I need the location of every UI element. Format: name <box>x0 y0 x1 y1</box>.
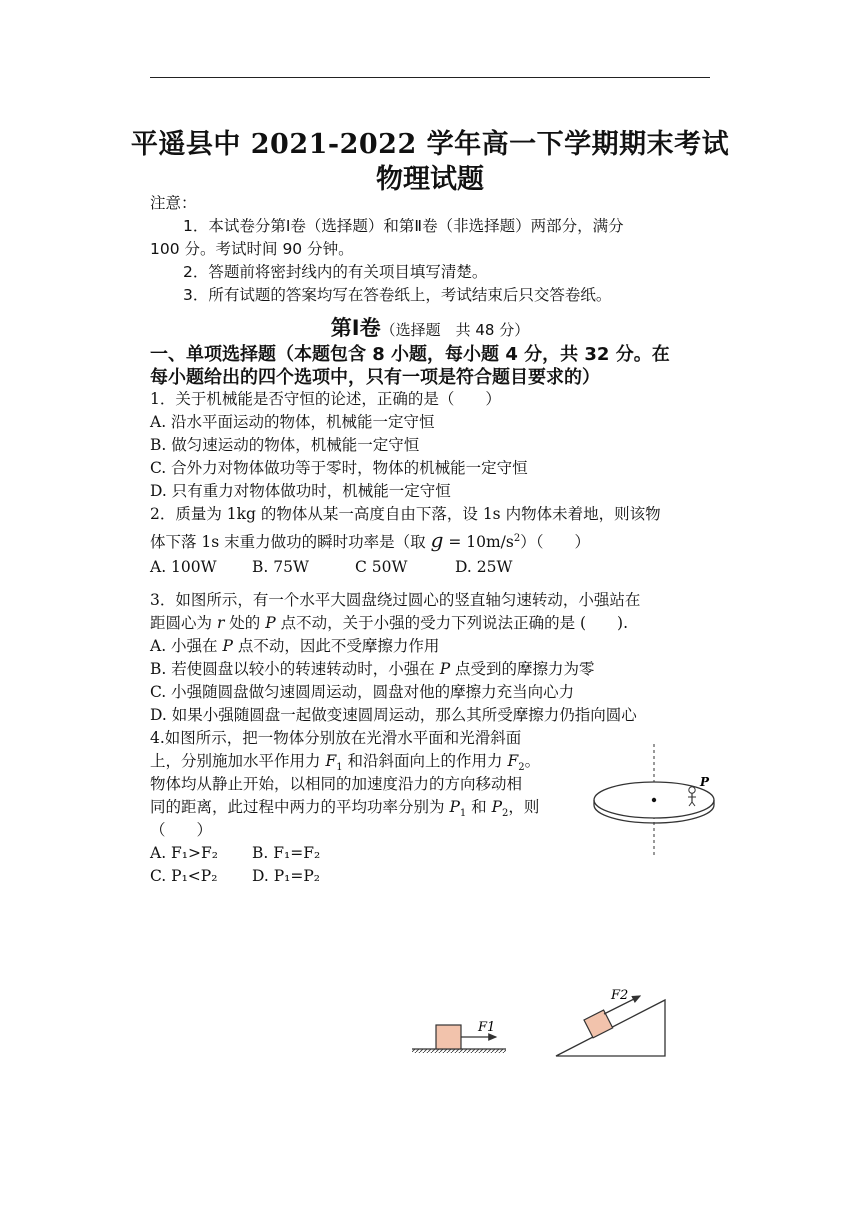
q3-option-c: C. 小强随圆盘做匀速圆周运动，圆盘对他的摩擦力充当向心力 <box>150 683 575 701</box>
exam-subtitle: 物理试题 <box>376 164 484 195</box>
q4-text-3: 。 <box>524 752 541 770</box>
q4-option-c: C. P₁<P₂ <box>150 867 218 885</box>
q3-b-var-p: P <box>439 660 451 678</box>
q3-stem-line1: 3．如图所示，有一个水平大圆盘绕过圆心的竖直轴匀速转动，小强站在 <box>150 591 641 609</box>
q3-option-b <box>150 659 595 679</box>
q4-option-a: A. F₁>F₂ <box>150 844 218 862</box>
q3-var-r: r <box>216 614 225 632</box>
q3-var-p: P <box>265 614 276 632</box>
q4-var-p1: P <box>449 798 460 816</box>
q3-a-var-p: P <box>222 637 233 655</box>
q4-var-f2-sub: 2 <box>518 762 525 774</box>
q3-b-text-1: B. 若使圆盘以较小的转速转动时，小强在 <box>150 660 440 678</box>
q1-option-c: C. 合外力对物体做功等于零时，物体的机械能一定守恒 <box>150 459 528 477</box>
block-on-floor <box>436 1025 461 1049</box>
q1-option-d: D. 只有重力对物体做功时，机械能一定守恒 <box>150 482 451 500</box>
q3-b-text-2: 点受到的摩擦力为零 <box>450 660 595 678</box>
exam-title: 平遥县中 2021-2022 学年高一下学期期末考试 <box>130 129 730 160</box>
q4-text-1: 上，分别施加水平作用力 <box>150 752 326 770</box>
q2-formula-value: = 10m/s <box>443 533 514 552</box>
notice-item-2: 2．答题前将密封线内的有关项目填写清楚。 <box>183 263 488 281</box>
q3-text-3: 点不动，关于小强的受力下列说法正确的是 ( ). <box>275 614 629 632</box>
q2-stem-text: 体下落 1s 末重力做功的瞬时功率是（取 <box>150 533 431 552</box>
q4-text-5: 和 <box>466 798 492 816</box>
q4-var-p2: P <box>491 798 503 816</box>
q4-stem-line3: 物体均从静止开始，以相同的加速度沿力的方向移动相 <box>150 775 523 793</box>
q4-var-p1-sub: 1 <box>459 808 467 820</box>
q4-answer-blank: （ ） <box>150 821 213 839</box>
q3-a-text-2: 点不动，因此不受摩擦力作用 <box>232 637 440 655</box>
header-rule <box>150 77 710 78</box>
q2-stem-line2 <box>150 529 590 552</box>
q2-stem-line1: 2．质量为 1kg 的物体从某一高度自由下落，设 1s 内物体未着地，则该物 <box>150 505 661 523</box>
force-f2-label: F2 <box>611 988 629 1003</box>
section-heading-line1: 一、单项选择题（本题包含 8 小题，每小题 4 分，共 32 分。在 <box>150 344 670 365</box>
q1-stem: 1．关于机械能是否守恒的论述，正确的是（ ） <box>150 390 501 408</box>
q4-option-d: D. P₁=P₂ <box>252 867 321 885</box>
disk-center <box>652 798 656 802</box>
q2-formula-exponent: 2 <box>513 533 521 544</box>
notice-item-1a: 1．本试卷分第Ⅰ卷（选择题）和第Ⅱ卷（非选择题）两部分，满分 <box>183 217 624 235</box>
q2-option-d: D. 25W <box>455 558 513 576</box>
force-f1-label: F1 <box>478 1020 496 1035</box>
q4-var-f2: F <box>507 752 519 770</box>
q1-option-a: A. 沿水平面运动的物体，机械能一定守恒 <box>150 413 435 431</box>
q4-text-4: 同的距离，此过程中两力的平均功率分别为 <box>150 798 450 816</box>
q4-var-f1-sub: 1 <box>336 762 343 774</box>
q2-formula-g: g <box>430 528 444 553</box>
q3-text-2: 处的 <box>224 614 266 632</box>
q4-var-p2-sub: 2 <box>502 808 509 820</box>
q3-text-1: 距圆心为 <box>150 614 217 632</box>
q4-stem-line1: 4.如图所示，把一物体分别放在光滑水平面和光滑斜面 <box>150 729 522 747</box>
q3-stem-line2 <box>150 613 628 633</box>
q4-text-2: 和沿斜面向上的作用力 <box>342 752 508 770</box>
horizontal-surface-diagram <box>412 1020 506 1053</box>
volume-title: 第Ⅰ卷 <box>330 316 381 340</box>
q3-option-d: D. 如果小强随圆盘一起做变速圆周运动，那么其所受摩擦力仍指向圆心 <box>150 706 637 724</box>
q4-text-6: ，则 <box>508 798 540 816</box>
section-heading-line2: 每小题给出的四个选项中，只有一项是符合题目要求的） <box>150 367 600 388</box>
incline-diagram <box>556 988 665 1056</box>
q1-option-b: B. 做匀速运动的物体，机械能一定守恒 <box>150 436 420 454</box>
q4-option-b: B. F₁=F₂ <box>252 844 321 862</box>
q2-option-c: C 50W <box>355 558 408 576</box>
force-diagrams-figure <box>408 984 668 1064</box>
notice-item-3: 3．所有试题的答案均写在答卷纸上，考试结束后只交答卷纸。 <box>183 286 612 304</box>
q2-stem-tail: ）（ ） <box>520 533 591 552</box>
volume-note: （选择题 共 48 分） <box>380 321 530 339</box>
q2-option-a: A. 100W <box>150 558 217 576</box>
q3-option-a <box>150 636 439 656</box>
point-p-label: P <box>700 775 710 789</box>
volume-heading <box>0 312 860 342</box>
notice-label: 注意： <box>150 194 197 212</box>
q3-a-text-1: A. 小强在 <box>150 637 223 655</box>
q2-option-b: B. 75W <box>252 558 309 576</box>
rotating-disk-figure <box>588 742 718 858</box>
notice-item-1b: 100 分。考试时间 90 分钟。 <box>150 240 354 258</box>
q4-var-f1: F <box>325 752 337 770</box>
